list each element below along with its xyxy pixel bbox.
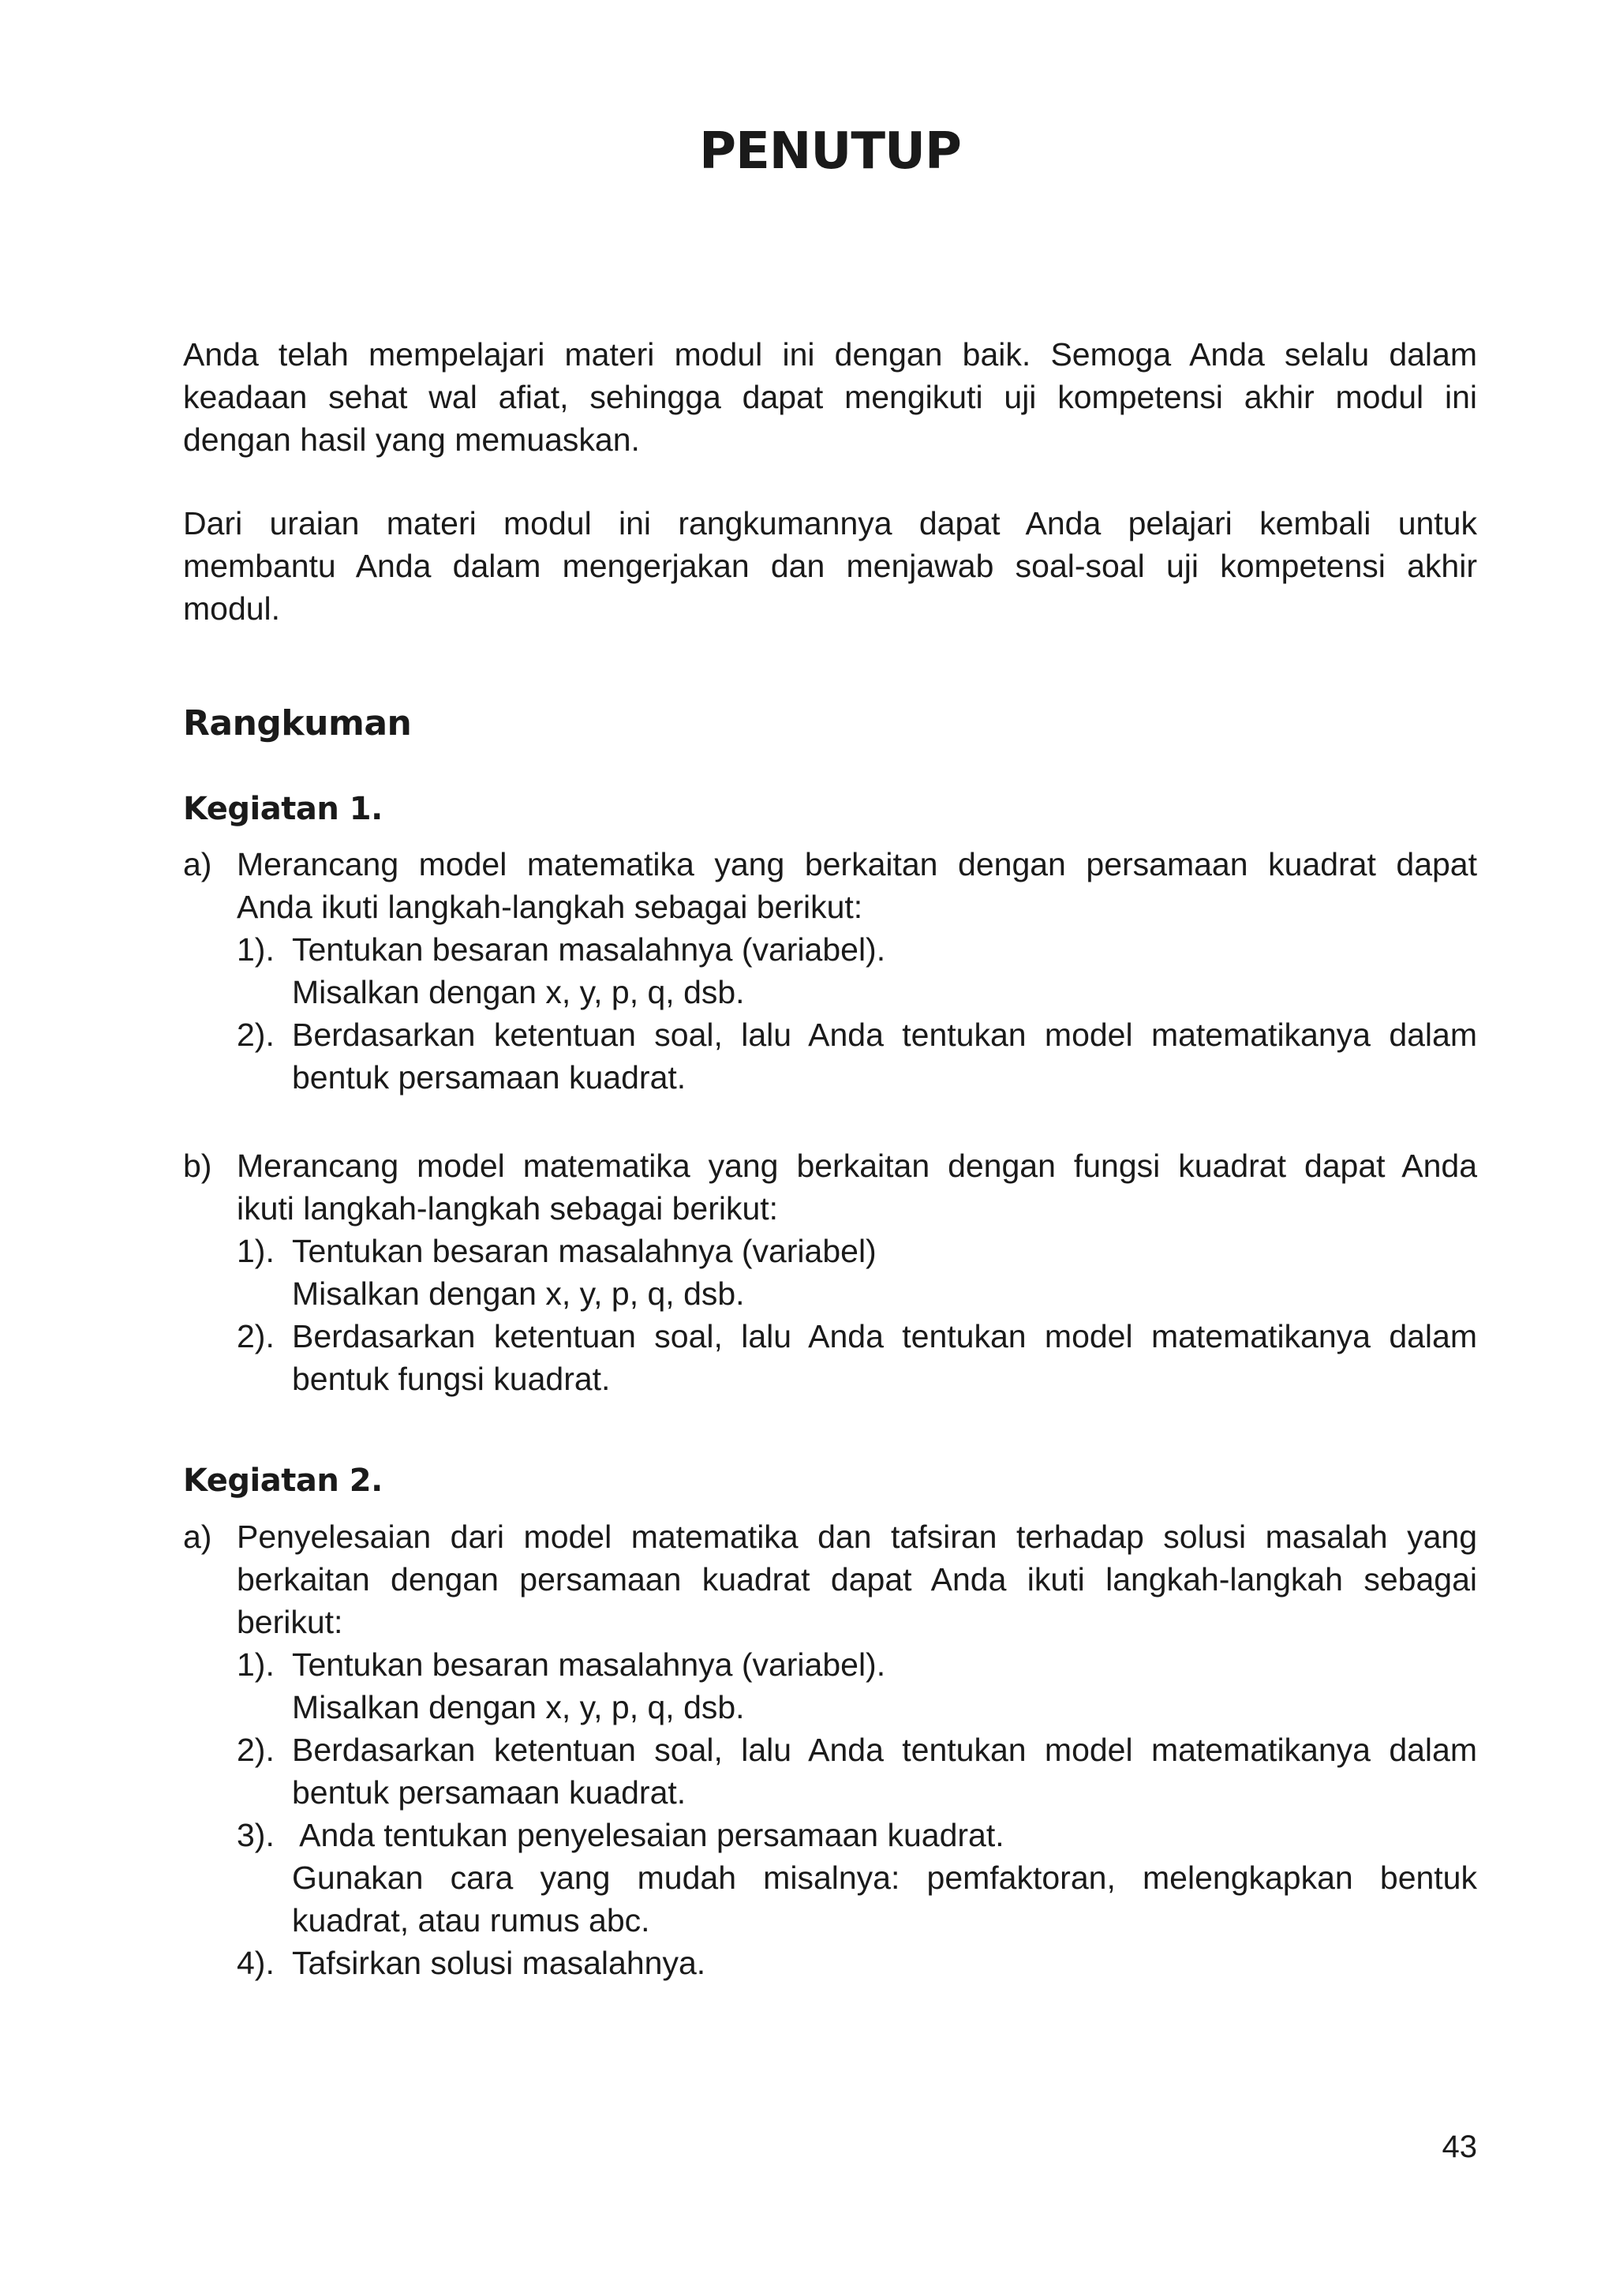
activity-2-heading: Kegiatan 2.: [183, 1463, 383, 1499]
text-line: Misalkan dengan x, y, p, q, dsb.: [292, 974, 745, 1010]
text-line: Anda telah mempelajari materi modul ini dengan baik. Semoga Anda selalu dalam: [183, 336, 1477, 373]
intro-paragraph-1: [183, 333, 1477, 461]
text-line: bentuk persamaan kuadrat.: [292, 1774, 686, 1811]
text-line: berikut:: [237, 1604, 343, 1640]
text-line: Anda tentukan penyelesaian persamaan kuadrat.: [292, 1817, 1004, 1853]
step-marker: 1).: [237, 1646, 275, 1683]
text-line: Anda ikuti langkah-langkah sebagai berikut:: [237, 889, 863, 925]
text-line: Dari uraian materi modul ini rangkumannya dapat Anda pelajari kembali untuk: [183, 505, 1477, 541]
text-line: Penyelesaian dari model matematika dan tafsiran terhadap solusi masalah yang: [237, 1519, 1477, 1555]
text-line: keadaan sehat wal afiat, sehingga dapat mengikuti uji kompetensi akhir modul ini: [183, 379, 1477, 415]
step-body: [292, 1814, 1477, 1942]
text-line: Berdasarkan ketentuan soal, lalu Anda tentukan model matematikanya dalam: [292, 1017, 1477, 1053]
text-line: bentuk fungsi kuadrat.: [292, 1361, 611, 1397]
intro-paragraph-2: [183, 502, 1477, 630]
step-body: [292, 1230, 1477, 1315]
list-marker: b): [183, 1148, 212, 1184]
text-line: Tentukan besaran masalahnya (variabel).: [292, 931, 886, 968]
text-line: modul.: [183, 590, 281, 627]
list-item-body: [237, 1515, 1477, 1643]
activity-1-heading: Kegiatan 1.: [183, 791, 383, 827]
text-line: ikuti langkah-langkah sebagai berikut:: [237, 1190, 779, 1227]
page-number: 43: [1442, 2129, 1477, 2164]
step-body: [292, 1643, 1477, 1729]
step-marker: 1).: [237, 1233, 275, 1269]
step-marker: 2).: [237, 1732, 275, 1768]
summary-heading: Rangkuman: [183, 703, 412, 743]
page-title: PENUTUP: [699, 122, 961, 181]
step-marker: 2).: [237, 1318, 275, 1354]
text-line: Merancang model matematika yang berkaitan dengan fungsi kuadrat dapat Anda: [237, 1148, 1477, 1184]
list-item-body: [237, 843, 1477, 928]
text-line: Gunakan cara yang mudah misalnya: pemfaktoran, melengkapkan bentuk: [292, 1860, 1477, 1896]
text-line: Misalkan dengan x, y, p, q, dsb.: [292, 1689, 745, 1725]
list-item-body: [237, 1144, 1477, 1230]
text-line: Merancang model matematika yang berkaitan dengan persamaan kuadrat dapat: [237, 846, 1477, 882]
text-line: Tafsirkan solusi masalahnya.: [292, 1945, 706, 1981]
step-body: [292, 928, 1477, 1013]
step-marker: 3).: [237, 1817, 275, 1853]
text-line: berkaitan dengan persamaan kuadrat dapat Anda ikuti langkah-langkah sebagai: [237, 1561, 1477, 1597]
text-line: dengan hasil yang memuaskan.: [183, 421, 640, 458]
step-marker: 1).: [237, 931, 275, 968]
text-line: membantu Anda dalam mengerjakan dan menjawab soal-soal uji kompetensi akhir: [183, 548, 1477, 584]
list-marker: a): [183, 846, 212, 882]
text-line: kuadrat, atau rumus abc.: [292, 1902, 650, 1938]
text-line: Berdasarkan ketentuan soal, lalu Anda tentukan model matematikanya dalam: [292, 1732, 1477, 1768]
step-body: [292, 1942, 1477, 1984]
step-marker: 2).: [237, 1017, 275, 1053]
text-line: bentuk persamaan kuadrat.: [292, 1059, 686, 1096]
step-marker: 4).: [237, 1945, 275, 1981]
text-line: Tentukan besaran masalahnya (variabel): [292, 1233, 877, 1269]
step-body: [292, 1315, 1477, 1400]
text-line: Misalkan dengan x, y, p, q, dsb.: [292, 1275, 745, 1312]
text-line: Berdasarkan ketentuan soal, lalu Anda tentukan model matematikanya dalam: [292, 1318, 1477, 1354]
list-marker: a): [183, 1519, 212, 1555]
text-line: Tentukan besaran masalahnya (variabel).: [292, 1646, 886, 1683]
step-body: [292, 1729, 1477, 1814]
step-body: [292, 1013, 1477, 1099]
